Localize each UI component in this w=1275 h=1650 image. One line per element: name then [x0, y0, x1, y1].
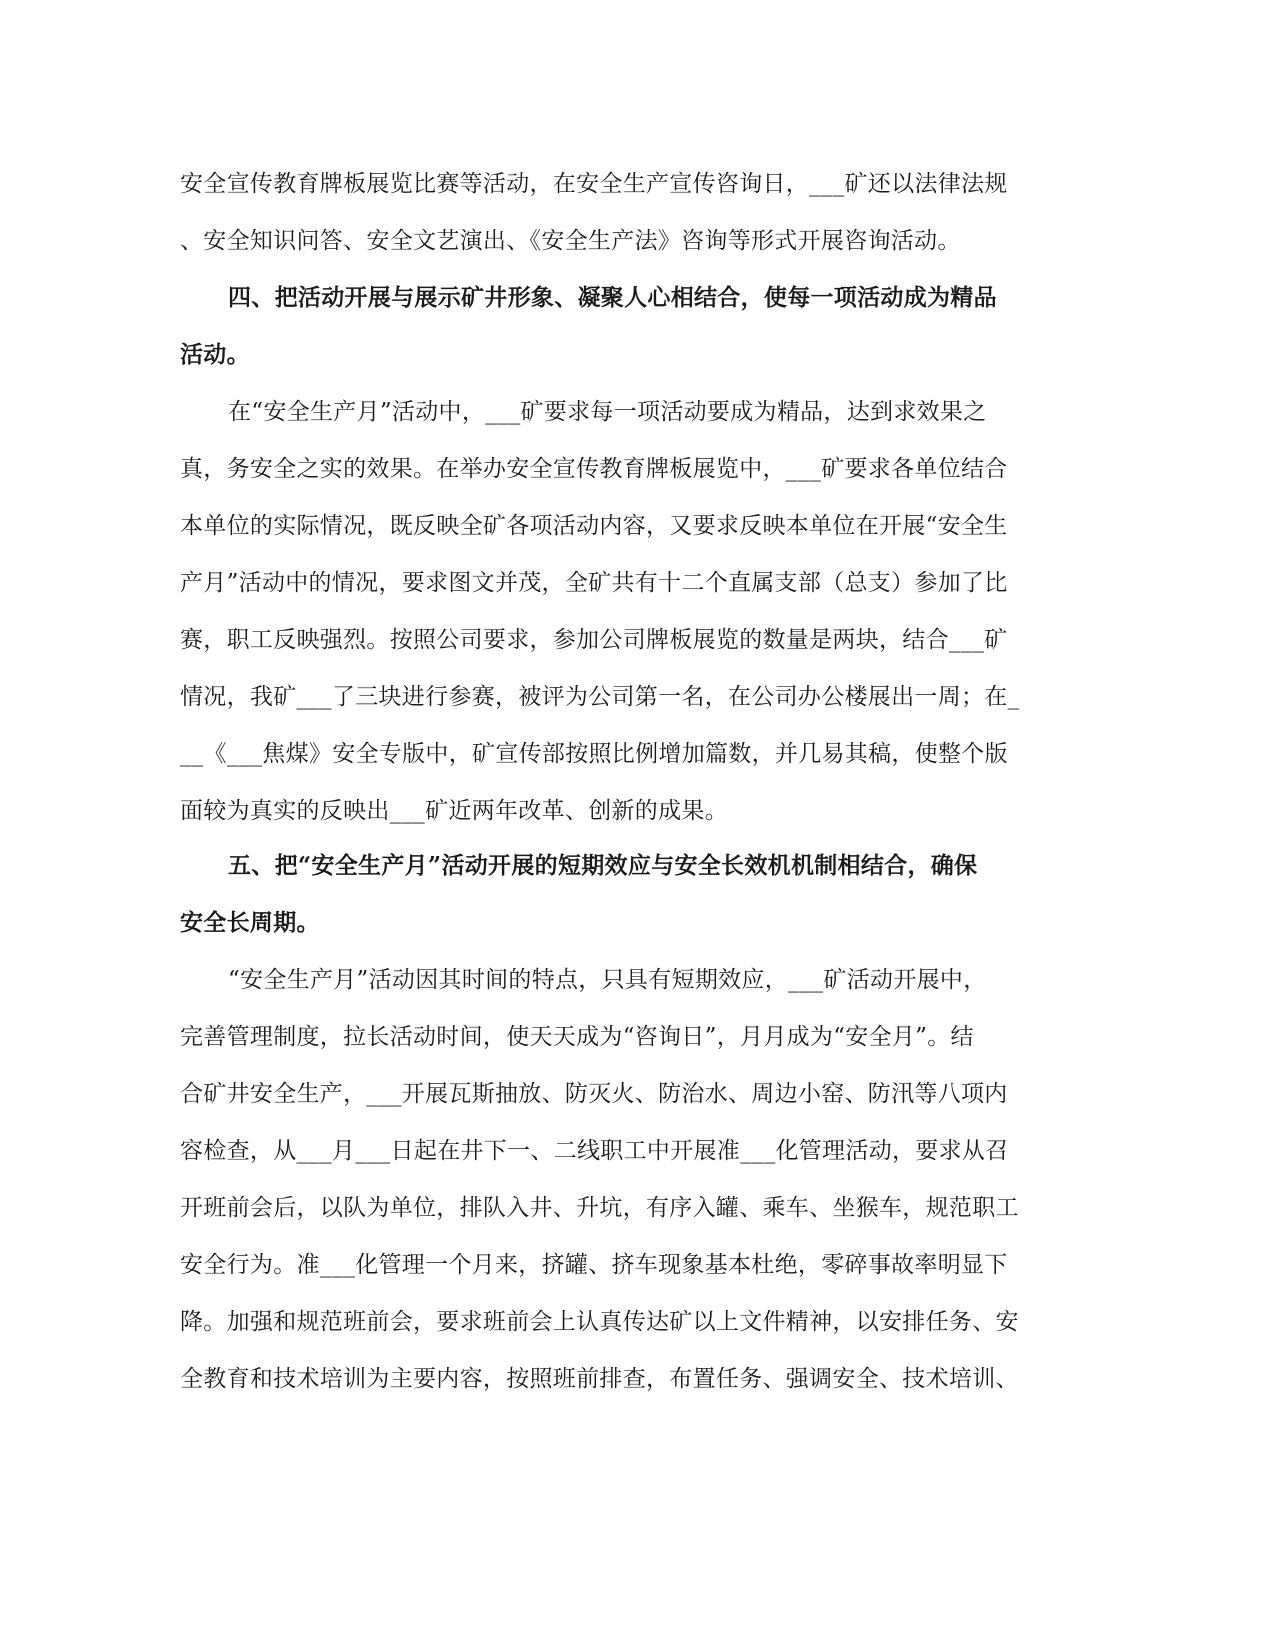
- section-heading: 四、把活动开展与展示矿井形象、凝聚人心相结合，使每一项活动成为精品: [228, 284, 997, 311]
- text-line: 完善管理制度，拉长活动时间，使天天成为“咨询日”，月月成为“安全月”。结: [180, 1024, 974, 1050]
- text-line: 容检查，从___月___日起在井下一、二线职工中开展准___化管理活动，要求从召: [180, 1138, 1009, 1164]
- section-heading: 五、把“安全生产月”活动开展的短期效应与安全长效机机制相结合，确保: [228, 852, 978, 879]
- text-line: 、安全知识问答、安全文艺演出、《安全生产法》咨询等形式开展咨询活动。: [180, 228, 961, 254]
- text-line: 在“安全生产月”活动中，___矿要求每一项活动要成为精品，达到求效果之: [228, 399, 987, 425]
- text-line: __《___焦煤》安全专版中，矿宣传部按照比例增加篇数，并几易其稿，使整个版: [180, 741, 1008, 767]
- text-line: 全教育和技术培训为主要内容，按照班前排查，布置任务、强调安全、技术培训、: [180, 1366, 1019, 1392]
- text-line: 合矿井安全生产，___开展瓦斯抽放、防灭火、防治水、周边小窑、防汛等八项内: [180, 1081, 1008, 1107]
- text-line: 本单位的实际情况，既反映全矿各项活动内容，又要求反映本单位在开展“安全生: [180, 513, 1008, 539]
- text-line: 赛，职工反映强烈。按照公司要求，参加公司牌板展览的数量是两块，结合___矿: [180, 627, 1008, 653]
- section-heading-continued: 活动。: [180, 341, 250, 368]
- text-line: 开班前会后，以队为单位，排队入井、升坑，有序入罐、乘车、坐猴车，规范职工: [180, 1195, 1019, 1221]
- text-line: 安全宣传教育牌板展览比赛等活动，在安全生产宣传咨询日，___矿还以法律法规: [180, 171, 1008, 197]
- section-heading-continued: 安全长周期。: [180, 909, 320, 936]
- text-line: 真，务安全之实的效果。在举办安全宣传教育牌板展览中，___矿要求各单位结合: [180, 456, 1008, 482]
- text-line: “安全生产月”活动因其时间的特点，只具有短期效应，___矿活动开展中，: [228, 967, 987, 993]
- text-line: 产月”活动中的情况，要求图文并茂，全矿共有十二个直属支部（总支）参加了比: [180, 570, 1008, 596]
- text-line: 安全行为。准___化管理一个月来，挤罐、挤车现象基本杜绝，零碎事故率明显下: [180, 1252, 1008, 1278]
- text-line: 情况，我矿___了三块进行参赛，被评为公司第一名，在公司办公楼展出一周；在_: [180, 684, 1020, 710]
- text-line: 降。加强和规范班前会，要求班前会上认真传达矿以上文件精神，以安排任务、安: [180, 1309, 1019, 1335]
- text-line: 面较为真实的反映出___矿近两年改革、创新的成果。: [180, 798, 728, 824]
